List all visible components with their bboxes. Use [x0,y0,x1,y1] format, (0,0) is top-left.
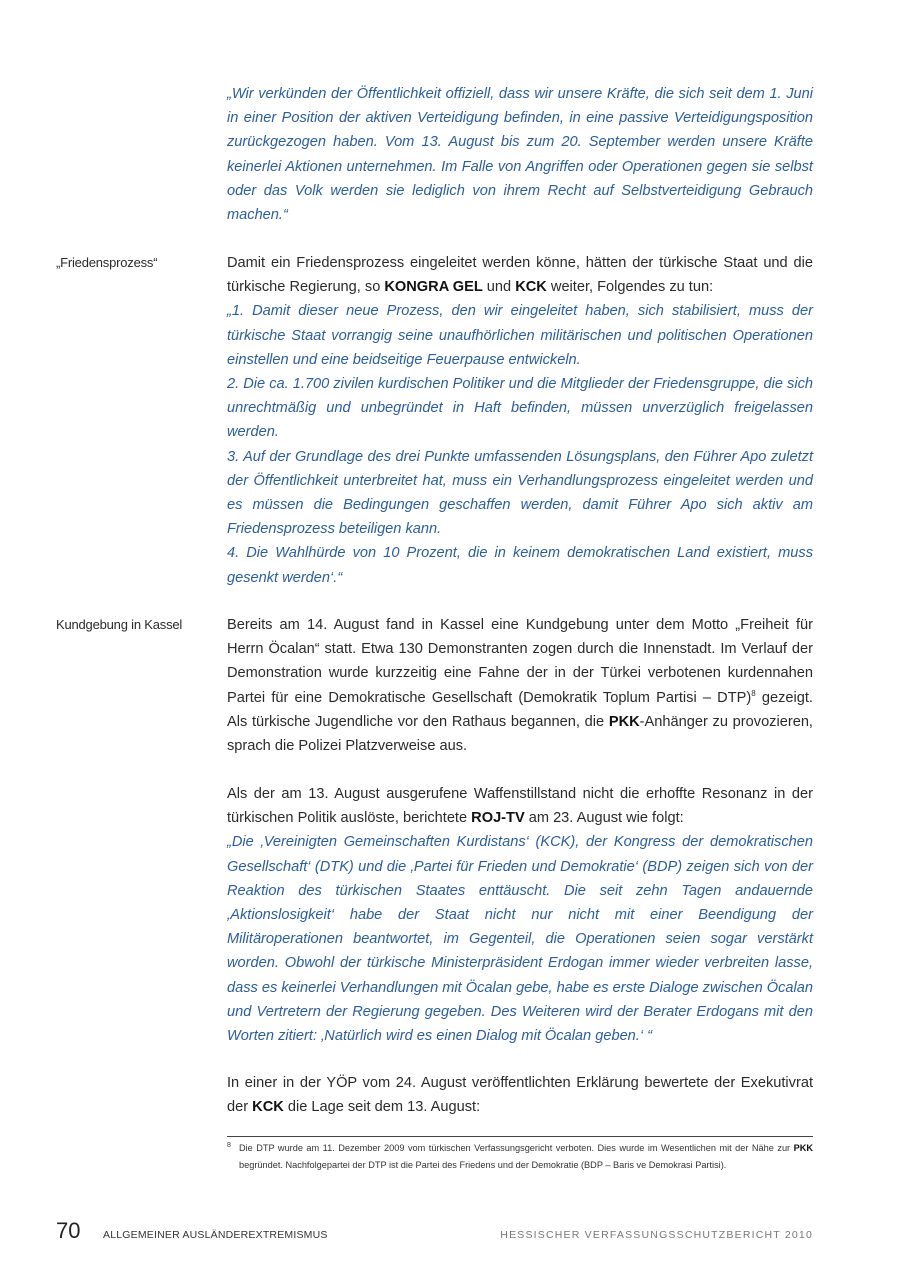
org-pkk: PKK [608,713,640,730]
margin-label-kundgebung: Kundgebung in Kassel [56,617,183,632]
demand-point-1: „1. Damit dieser neue Prozess, den wir eingeleitet haben, sich stabilisiert, muss der türkische Staat vorrangig seine unaufhörlichen militärischen und politischen Operationen einstellen und eine beidseitige Feuerpause entwickeln. [227,303,813,368]
kck-statement-section [227,1071,813,1119]
footnote-number: 8 [227,1142,231,1149]
kundgebung-paragraph: Bereits am 14. August fand in Kassel eine Kundgebung unter dem Motto „Freiheit für Herrn Öcalan“ statt. Etwa 130 Demonstranten zogen durch die Innenstadt. Im Verlauf der Demonstration wurde kurzzeitig eine Fahne der in der Türkei verbotenen kurdennahen Partei für eine Demokratische Gesellschaft (Demokratik Toplum Partisi – DTP)$^8$ gezeigt. Als türkische Jugendliche vor den Rathaus begannen, die PKK-Anhänger zu provozieren, sprach die Polizei Platzverweise aus. [227,617,813,755]
roj-tv-quote: „Die ‚Vereinigten Gemeinschaften Kurdistans‘ (KCK), der Kongress der demokratischen Gesellschaft‘ (DTK) und die ‚Partei für Frieden und Demokratie‘ (BDP) zeigen sich von der Reaktion des türkischen Staates enttäuscht. Die seit zehn Tagen andauernde ‚Aktionslosigkeit‘ habe der Staat nicht nur nicht mit einer Beendigung der Militäroperationen beantwortet, im Gegenteil, die Operationen seien sogar verstärkt worden. Obwohl der türkische Ministerpräsident Erdogan immer wieder verbreiten lasse, dass es keinerlei Verhandlungen mit Öcalan gebe, habe es erste Dialoge zwischen Öcalan und Vertretern der Regierung gegeben. Des Weiteren wird der Berater Erdogans mit den Worten zitiert: ‚Natürlich wird es einen Dialog mit Öcalan geben.‘ “ [227,834,813,1045]
running-publication-title: HESSISCHER VERFASSUNGSSCHUTZBERICHT 2010 [500,1229,813,1241]
friedensprozess-section [227,251,813,590]
margin-label-friedensprozess: „Friedensprozess“ [56,255,158,270]
demand-point-4: 4. Die Wahlhürde von 10 Prozent, die in keinem demokratischen Land existiert, muss gesenkt werden‘.“ [227,545,813,586]
footnote-org-pkk: PKK [793,1143,813,1153]
org-roj-tv: ROJ-TV [471,810,525,827]
demand-point-3: 3. Auf der Grundlage des drei Punkte umfassenden Lösungsplans, den Führer Apo zuletzt der Öffentlichkeit unterbreitet hat, muss ein Verhandlungsprozess eingeleitet werden und es müssen die Bedingungen geschaffen werden, damit Führer Apo sich aktiv am Friedensprozess beteiligen kann. [227,448,813,538]
footnote-divider [227,1136,813,1137]
org-kck-2: KCK [252,1099,284,1116]
opening-quote: „Wir verkünden der Öffentlichkeit offiziell, dass wir unsere Kräfte, die sich seit dem 1. Juni in einer Position der aktiven Verteidigung befinden, in eine passive Verteidigungsposition zurückgezogen haben. Vom 13. August bis zum 20. September werden unsere Kräfte keinerlei Aktionen unternehmen. Im Falle von Angriffen oder Operationen gegen sie selbst oder das Volk werden sie lediglich von ihrem Recht auf Selbstverteidigung Gebrauch machen.“ [227,86,813,224]
footnote-reference[interactable]: 8 [751,688,756,698]
org-kck: KCK [515,279,547,296]
page-number: 70 [56,1218,81,1243]
running-section-title: ALLGEMEINER AUSLÄNDEREXTREMISMUS [103,1229,328,1241]
demand-point-2: 2. Die ca. 1.700 zivilen kurdischen Politiker und die Mitglieder der Friedensgruppe, die sich unrechtmäßig und unbegründet in Haft befinden, müssen unverzüglich freigelassen werden. [227,376,813,441]
friedensprozess-intro: Damit ein Friedensprozess eingeleitet werden könne, hätten der türkische Staat und die türkische Regierung, so KONGRA GEL und KCK weiter, Folgendes zu tun: [227,255,813,296]
footnote [227,1140,813,1174]
opening-quote-block [227,82,813,227]
roj-tv-intro: Als der am 13. August ausgerufene Waffenstillstand nicht die erhoffte Resonanz in der türkischen Politik auslöste, berichtete ROJ-TV am 23. August wie folgt: [227,786,813,827]
kundgebung-section [227,613,813,758]
org-kongra-gel: KONGRA GEL [384,279,483,296]
kck-statement-paragraph: In einer in der YÖP vom 24. August veröffentlichten Erklärung bewertete der Exekutivrat der KCK die Lage seit dem 13. August: [227,1075,813,1116]
footnote-text: Die DTP wurde am 11. Dezember 2009 vom türkischen Verfassungsgericht verboten. Dies wurde im Wesentlichen mit der Nähe zur PKK begründet. Nachfolgepartei der DTP ist die Partei des Friedens und der Demokratie (BDP – Baris ve Demokrasi Partisi). [239,1143,813,1170]
roj-tv-section [227,782,813,1048]
